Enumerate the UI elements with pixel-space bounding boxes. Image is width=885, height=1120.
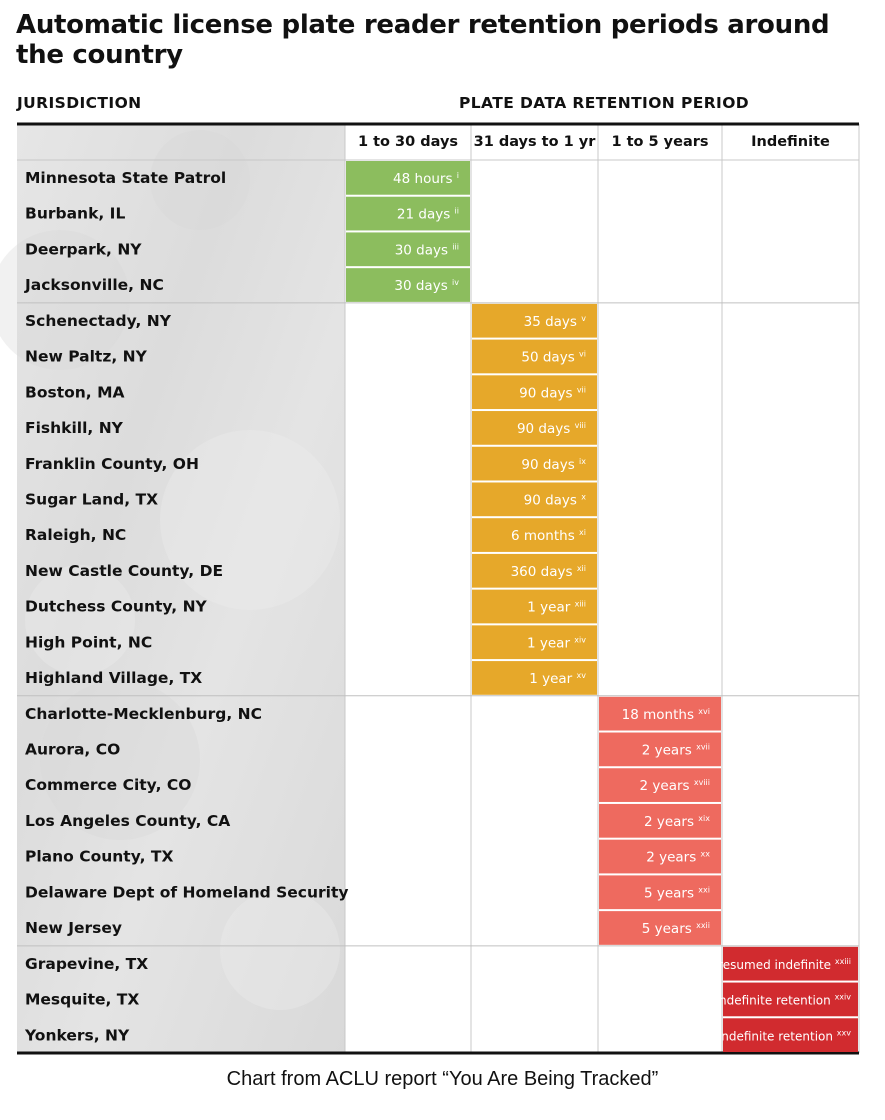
column-header: 1 to 30 days xyxy=(357,134,459,150)
jurisdiction-label: Aurora, CO xyxy=(25,740,121,759)
jurisdiction-label: Fishkill, NY xyxy=(25,419,123,438)
jurisdiction-label: Jacksonville, NC xyxy=(25,276,164,295)
jurisdiction-label: Los Angeles County, CA xyxy=(25,811,231,830)
source-caption: Chart from ACLU report “You Are Being Tracked” xyxy=(226,1068,659,1090)
jurisdiction-label: High Point, NC xyxy=(25,633,153,652)
retention-label: Indefinite retention $^{xxv}$ xyxy=(717,1028,851,1044)
jurisdiction-label: New Castle County, DE xyxy=(25,561,224,580)
jurisdiction-label: Dutchess County, NY xyxy=(25,597,207,616)
column-header: 31 days to 1 yr xyxy=(473,134,596,150)
retention-label: 2 years $^{xx}$ xyxy=(646,849,710,866)
retention-label: 18 months $^{xvi}$ xyxy=(621,706,710,723)
jurisdiction-label: New Jersey xyxy=(25,919,122,938)
retention-label: 1 year $^{xiv}$ xyxy=(527,635,586,652)
column-header: Indefinite xyxy=(751,134,830,150)
jurisdiction-label: Yonkers, NY xyxy=(25,1026,130,1045)
retention-period-header: PLATE DATA RETENTION PERIOD xyxy=(459,94,750,112)
jurisdiction-header: JURISDICTION xyxy=(17,94,142,112)
retention-label: 1 year $^{xiii}$ xyxy=(527,599,586,616)
jurisdiction-label: Charlotte-Mecklenburg, NC xyxy=(25,704,263,723)
retention-label: 6 months $^{xi}$ xyxy=(511,528,586,545)
jurisdiction-label: Schenectady, NY xyxy=(25,311,171,330)
column-header: 1 to 5 years xyxy=(611,134,709,150)
retention-label: Indefinite retention $^{xxiv}$ xyxy=(715,992,851,1008)
jurisdiction-label: Mesquite, TX xyxy=(25,990,140,1009)
retention-label: 21 days $^{ii}$ xyxy=(396,206,459,223)
retention-label: 360 days $^{xii}$ xyxy=(510,563,586,580)
jurisdiction-label: Franklin County, OH xyxy=(25,454,199,473)
jurisdiction-label: Grapevine, TX xyxy=(25,954,149,973)
jurisdiction-label: Deerpark, NY xyxy=(25,240,142,259)
jurisdiction-label: Boston, MA xyxy=(25,383,125,402)
jurisdiction-label: Sugar Land, TX xyxy=(25,490,159,509)
jurisdiction-label: Raleigh, NC xyxy=(25,526,127,545)
retention-label: 90 days $^x$ xyxy=(523,492,586,509)
texture-blob xyxy=(220,890,340,1010)
retention-label: 90 days $^{vii}$ xyxy=(519,385,586,402)
retention-label: 5 years $^{xxi}$ xyxy=(643,885,710,902)
retention-label: 1 year $^{xv}$ xyxy=(529,671,586,688)
retention-label: 5 years $^{xxii}$ xyxy=(641,921,710,938)
retention-label: 35 days $^v$ xyxy=(523,313,586,330)
jurisdiction-label: Burbank, IL xyxy=(25,204,126,223)
jurisdiction-label: Commerce City, CO xyxy=(25,776,192,795)
jurisdiction-label: Plano County, TX xyxy=(25,847,174,866)
retention-label: 90 days $^{viii}$ xyxy=(516,421,586,438)
texture-blob xyxy=(25,565,135,675)
retention-label: 48 hours $^i$ xyxy=(393,171,459,187)
retention-label: 90 days $^{ix}$ xyxy=(521,456,586,473)
chart-title: Automatic license plate reader retention periods around the country xyxy=(16,10,830,70)
retention-label: 2 years $^{xvii}$ xyxy=(641,742,710,759)
jurisdiction-label: Delaware Dept of Homeland Security xyxy=(25,883,349,902)
jurisdiction-label: Minnesota State Patrol xyxy=(25,169,227,187)
retention-label: 2 years $^{xix}$ xyxy=(643,813,710,830)
retention-label: 2 years $^{xviii}$ xyxy=(639,778,710,795)
retention-label: 30 days $^{iv}$ xyxy=(394,278,459,295)
retention-label: 50 days $^{vi}$ xyxy=(521,349,586,366)
jurisdiction-label: Highland Village, TX xyxy=(25,669,203,688)
jurisdiction-label: New Paltz, NY xyxy=(25,347,147,366)
retention-label: 30 days $^{iii}$ xyxy=(394,242,459,259)
retention-label: Presumed indefinite $^{xxiii}$ xyxy=(711,956,851,972)
